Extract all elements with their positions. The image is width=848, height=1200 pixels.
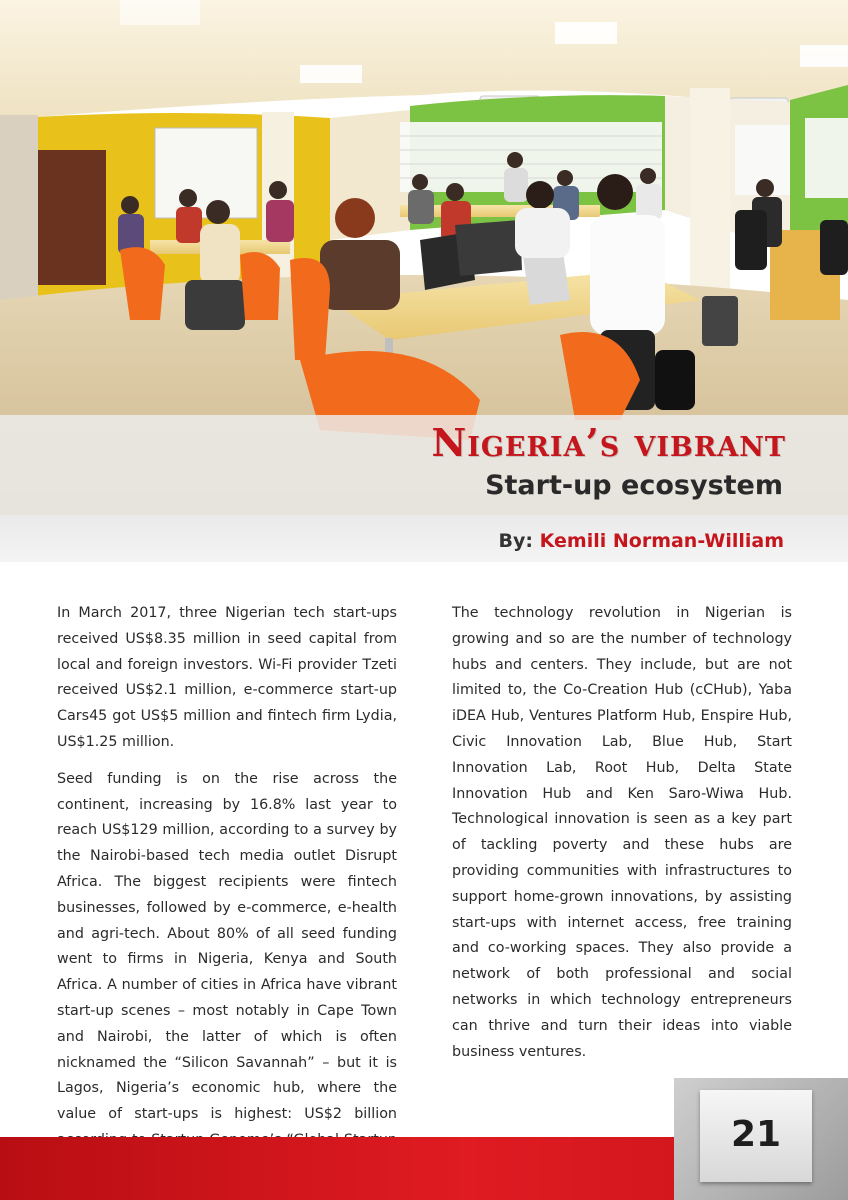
author-name: Kemili Norman-William [539,530,784,552]
article-subtitle: Start-up ecosystem [485,470,783,501]
body-column-left [57,601,397,1191]
byline-label: By: [498,530,534,552]
byline [499,530,784,552]
paragraph: The technology revolution in Nigerian is growing and so are the number of technology hubs and centers. They include, but are not limited to, the Co-Creation Hub (cCHub), Yaba iDEA Hub, Ventures Platform Hub, Enspire Hub, Civic Innovation Lab, Blue Hub, Start Innovation Lab, Root Hub, Delta State Innovation Hub and Ken Saro-Wiwa Hub. Technological innovation is seen as a key part of tackling poverty and these hubs are providing communities with infrastructures to support home-grown innovations, by assisting start-ups with internet access, free training and co-working spaces. They also provide a network of both professional and social networks in which technology entrepreneurs can thrive and turn their ideas into viable business ventures. [452,605,792,1060]
body-column-right [452,601,792,1076]
paragraph: Seed funding is on the rise across the continent, increasing by 16.8% last year to reach US$129 million, according to a survey by the Nairobi-based tech media outlet Disrupt Africa. The biggest recipients were fintech businesses, followed by e-commerce, e-health and agri-tech. About 80% of all seed funding went to firms in Nigeria, Kenya and South Africa. A number of cities in Africa have vibrant start-up scenes – most notably in Cape Town and Nairobi, the latter of which is often nicknamed the “Silicon Savannah” – but it is Lagos, Nigeria’s economic hub, where the value of start-ups is highest: US$2 billion [57,770,397,1123]
paragraph: In March 2017, three Nigerian tech start-ups received US$8.35 million in seed capital from local and foreign investors. Wi-Fi provider Tzeti received US$2.1 million, e-commerce start-up Cars45 got US$5 million and fintech firm Lydia, US$1.25 million. [57,605,397,750]
article-title: Nigeria’s vibrant [431,420,786,465]
page-number: 21 [730,1114,782,1155]
